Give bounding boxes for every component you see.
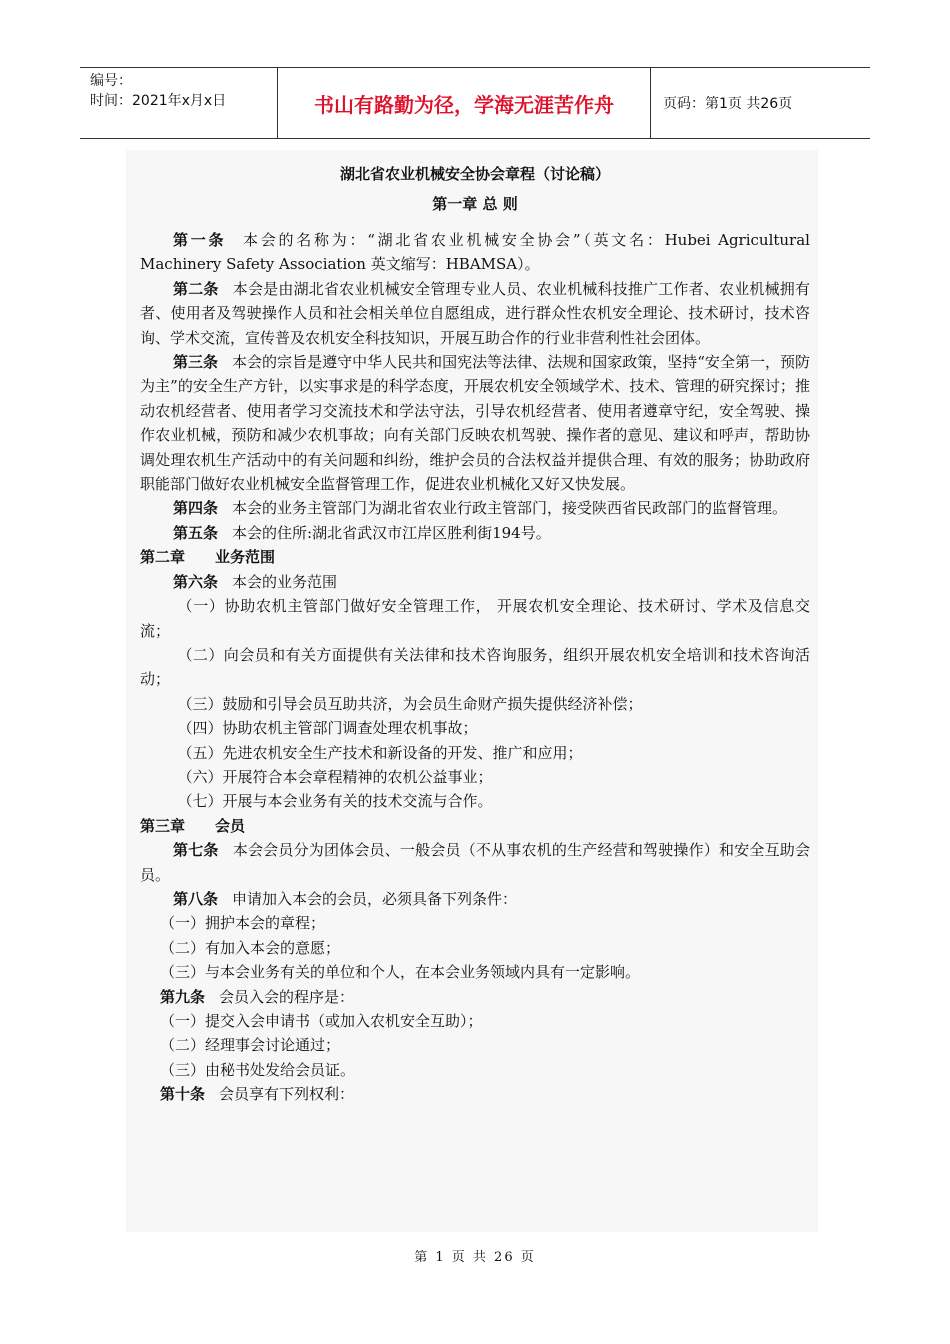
number-label: 编号： — [90, 73, 132, 89]
article-label: 第九条 — [160, 987, 206, 1006]
article-label: 第三条 — [173, 353, 219, 372]
article-text: 本会的业务主管部门为湖北省农业行政主管部门，接受陕西省民政部门的监督管理。 — [232, 499, 788, 518]
header-motto: 书山有路勤为径，学海无涯苦作舟 — [278, 68, 651, 138]
article-1 — [140, 228, 810, 277]
article-label: 第七条 — [173, 841, 219, 860]
article-text: 本会会员分为团体会员、一般会员（不从事农机的生产经营和驾驶操作）和安全互助会员。 — [140, 841, 810, 884]
article-text: 本会的名称为：“湖北省农业机械安全协会”（英文名：Hubei Agricultural Machinery Safety Association 英文缩写：HBAMSA）。 — [140, 231, 810, 274]
list-item: （五）先进农机安全生产技术和新设备的开发、推广和应用； — [177, 743, 583, 762]
list-item: （四）协助农机主管部门调查处理农机事故； — [177, 719, 478, 738]
list-item: （二）有加入本会的意愿； — [160, 938, 341, 957]
article-text: 本会的宗旨是遵守中华人民共和国宪法等法律、法规和国家政策，坚持“安全第一，预防为主”的安全生产方针，以实事求是的科学态度，开展农机安全领域学术、技术、管理的研究探讨；推动农机经营者、使用者学习交流技术和学法守法，引导农机经营者、使用者遵章守纪，安全驾驶、操作农业机械，预防和减少农机事故；向有关部门反映农机驾驶、操作者的意见、建议和呼声，帮助协调处理农机生产活动中的有关问题和纠纷，维护会员的合法权益并提供合理、有效的服务；协助政府职能部门做好农业机械安全监督管理工作，促进农业机械化又好又快发展。 — [140, 353, 810, 494]
article-2 — [140, 277, 810, 350]
article-label: 第二条 — [173, 279, 219, 298]
list-item: （三）与本会业务有关的单位和个人，在本会业务领域内具有一定影响。 — [160, 963, 641, 982]
article-label: 第十条 — [160, 1085, 206, 1104]
list-item: （一）协助农机主管部门做好安全管理工作， 开展农机安全理论、技术研讨、学术及信息交流； — [140, 597, 810, 640]
article-text: 会员享有下列权利： — [219, 1085, 355, 1104]
header-page-info: 页码：第1页 共26页 — [663, 96, 793, 112]
article-text: 申请加入本会的会员，必须具备下列条件： — [232, 889, 518, 908]
chapter-2-heading: 第二章 业务范围 — [140, 548, 276, 567]
article-label: 第一条 — [173, 231, 227, 249]
article-text: 本会的住所:湖北省武汉市江岸区胜利街194号。 — [232, 523, 551, 542]
list-item: （二）经理事会讨论通过； — [160, 1036, 341, 1055]
article-label: 第六条 — [173, 572, 219, 591]
header-meta — [80, 68, 278, 138]
document-title: 湖北省农业机械安全协会章程（讨论稿） — [339, 165, 610, 183]
article-label: 第五条 — [173, 523, 219, 542]
article-text: 本会的业务范围 — [232, 572, 338, 591]
chapter-1-heading: 第一章 总 则 — [432, 195, 518, 213]
chapter-3-heading: 第三章 会员 — [140, 816, 246, 835]
list-item: （一）提交入会申请书（或加入农机安全互助）； — [160, 1012, 483, 1030]
list-item: （三）由秘书处发给会员证。 — [160, 1060, 356, 1079]
page-footer: 第 1 页 共 26 页 — [414, 1250, 536, 1265]
list-item: （六）开展符合本会章程精神的农机公益事业； — [177, 767, 493, 786]
document-body — [140, 160, 810, 1107]
article-label: 第八条 — [173, 889, 219, 908]
list-item: （七）开展与本会业务有关的技术交流与合作。 — [177, 792, 493, 811]
article-10 — [140, 1082, 810, 1106]
article-8 — [140, 887, 810, 911]
article-label: 第四条 — [173, 499, 219, 518]
page-header — [80, 67, 870, 139]
article-3 — [140, 350, 810, 496]
list-item: （三）鼓励和引导会员互助共济，为会员生命财产损失提供经济补偿； — [177, 694, 643, 713]
article-text: 会员入会的程序是： — [219, 987, 355, 1006]
article-5 — [140, 521, 810, 545]
list-item: （一）拥护本会的章程； — [160, 914, 326, 933]
article-text: 本会是由湖北省农业机械安全管理专业人员、农业机械科技推广工作者、农业机械拥有者、使用者及驾驶操作人员和社会相关单位自愿组成，进行群众性农机安全理论、技术研讨，技术咨询、学术交流，宣传普及农机安全科技知识，开展互助合作的行业非营利性社会团体。 — [140, 279, 810, 347]
time-label: 时间：2021年x月x日 — [90, 93, 227, 109]
article-4 — [140, 496, 810, 520]
list-item: （二）向会员和有关方面提供有关法律和技术咨询服务，组织开展农机安全培训和技术咨询活动； — [140, 645, 810, 689]
article-9 — [140, 985, 810, 1009]
article-7 — [140, 838, 810, 887]
article-6 — [140, 570, 810, 594]
